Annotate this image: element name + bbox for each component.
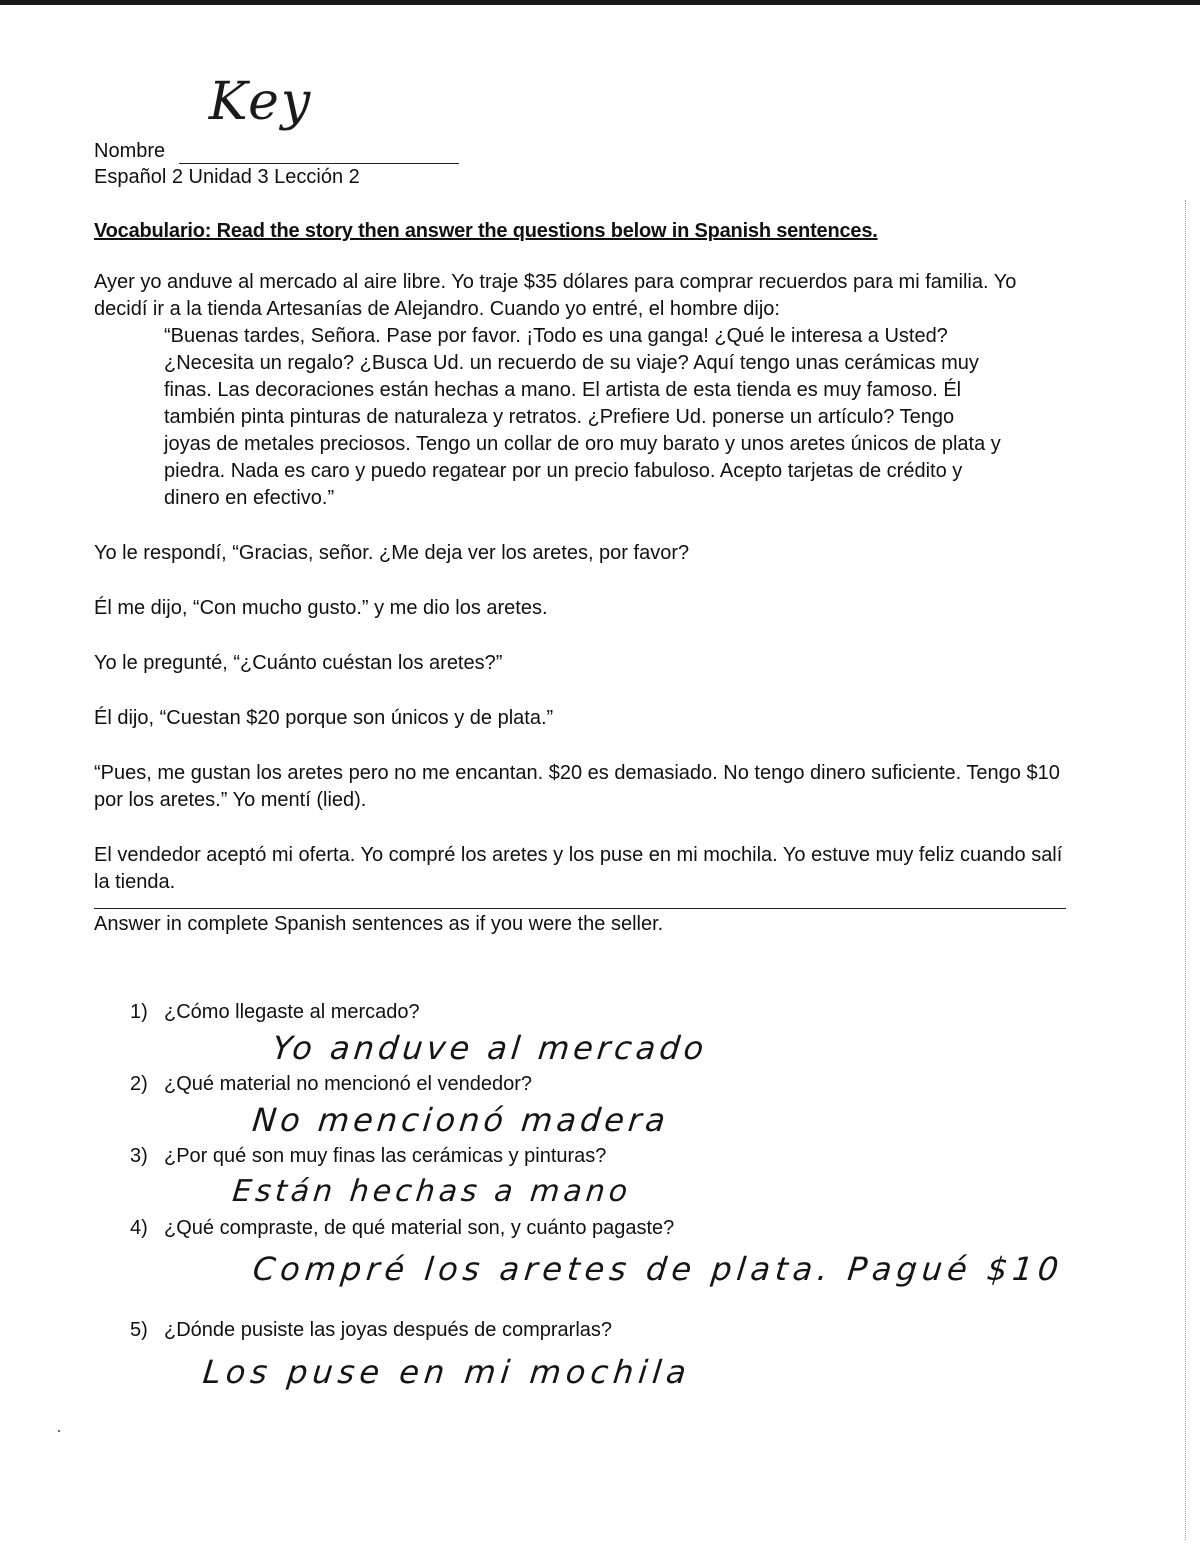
question-item (130, 1216, 1074, 1298)
story-paragraph: Él me dijo, “Con mucho gusto.” y me dio los aretes. (94, 597, 548, 619)
instruction: Answer in complete Spanish sentences as if you were the seller. (94, 913, 664, 935)
story-quote: “Buenas tardes, Señora. Pase por favor. ¡Todo es una ganga! ¿Qué le interesa a Usted? ¿Necesita un regalo? ¿Busca Ud. un recuerdo de su viaje? Aquí tengo unas cerámicas muy finas. Las decoraciones están hechas a mano. El artista de esta tienda es muy famoso. Él también pinta pinturas de naturaleza y retratos. ¿Prefiere Ud. ponerse un artículo? Tengo joyas de metales preciosos. Tengo un collar de oro muy barato y unos aretes únicos de plata y piedra. Nada es caro y puedo regatear por un precio fabuloso. Acepto tarjetas de crédito y dinero en efectivo.” (164, 325, 1001, 509)
story-paragraph: “Pues, me gustan los aretes pero no me encantan. $20 es demasiado. No tengo dinero suficiente. Tengo $10 por los aretes.” Yo mentí (lied). (94, 762, 1060, 811)
question-item (130, 1072, 1074, 1144)
question-number: 2) (130, 1073, 148, 1095)
name-label: Nombre (94, 140, 166, 162)
question-item (130, 1144, 1074, 1216)
handwritten-answer: Yo anduve al mercado (270, 1029, 710, 1067)
name-handwritten: Key (208, 72, 313, 132)
story-paragraph: Yo le respondí, “Gracias, señor. ¿Me deja ver los aretes, por favor? (94, 542, 690, 564)
worksheet-page (94, 72, 1074, 1402)
handwritten-answer: No mencionó madera (250, 1101, 671, 1139)
question-number: 1) (130, 1001, 148, 1023)
story (94, 269, 1074, 896)
question-text: ¿Qué compraste, de qué material son, y cuánto pagaste? (164, 1217, 675, 1239)
scan-right-edge (1184, 200, 1186, 1540)
question-text: ¿Qué material no mencionó el vendedor? (164, 1073, 532, 1095)
question-list (94, 1000, 1074, 1402)
worksheet-title: Vocabulario: Read the story then answer the questions below in Spanish sentences. (94, 220, 878, 242)
question-number: 3) (130, 1145, 148, 1167)
question-item (130, 1000, 1074, 1072)
story-intro: Ayer yo anduve al mercado al aire libre. Yo traje $35 dólares para comprar recuerdos para mi familia. Yo decidí ir a la tienda Artesanías de Alejandro. Cuando yo entré, el hombre dijo: (94, 271, 1017, 320)
question-text: ¿Por qué son muy finas las cerámicas y pinturas? (164, 1145, 607, 1167)
handwritten-answer: Los puse en mi mochila (201, 1353, 693, 1391)
scan-speck (58, 1430, 60, 1432)
name-field (179, 72, 459, 164)
question-text: ¿Cómo llegaste al mercado? (164, 1001, 420, 1023)
divider (94, 908, 1066, 909)
handwritten-answer: Están hechas a mano (230, 1174, 634, 1209)
question-number: 5) (130, 1319, 148, 1341)
handwritten-answer: Compré los aretes de plata. Pagué $10 (251, 1250, 1066, 1288)
story-paragraph: El vendedor aceptó mi oferta. Yo compré los aretes y los puse en mi mochila. Yo estuve muy feliz cuando salí la tienda. (94, 844, 1063, 893)
story-paragraph: Él dijo, “Cuestan $20 porque son únicos y de plata.” (94, 707, 554, 729)
scan-top-edge (0, 0, 1200, 5)
question-item (130, 1318, 1074, 1402)
story-paragraph: Yo le pregunté, “¿Cuánto cuéstan los aretes?” (94, 652, 503, 674)
question-text: ¿Dónde pusiste las joyas después de comprarlas? (164, 1319, 613, 1341)
course-line: Español 2 Unidad 3 Lección 2 (94, 166, 360, 188)
question-number: 4) (130, 1217, 148, 1239)
name-line (94, 72, 1074, 164)
